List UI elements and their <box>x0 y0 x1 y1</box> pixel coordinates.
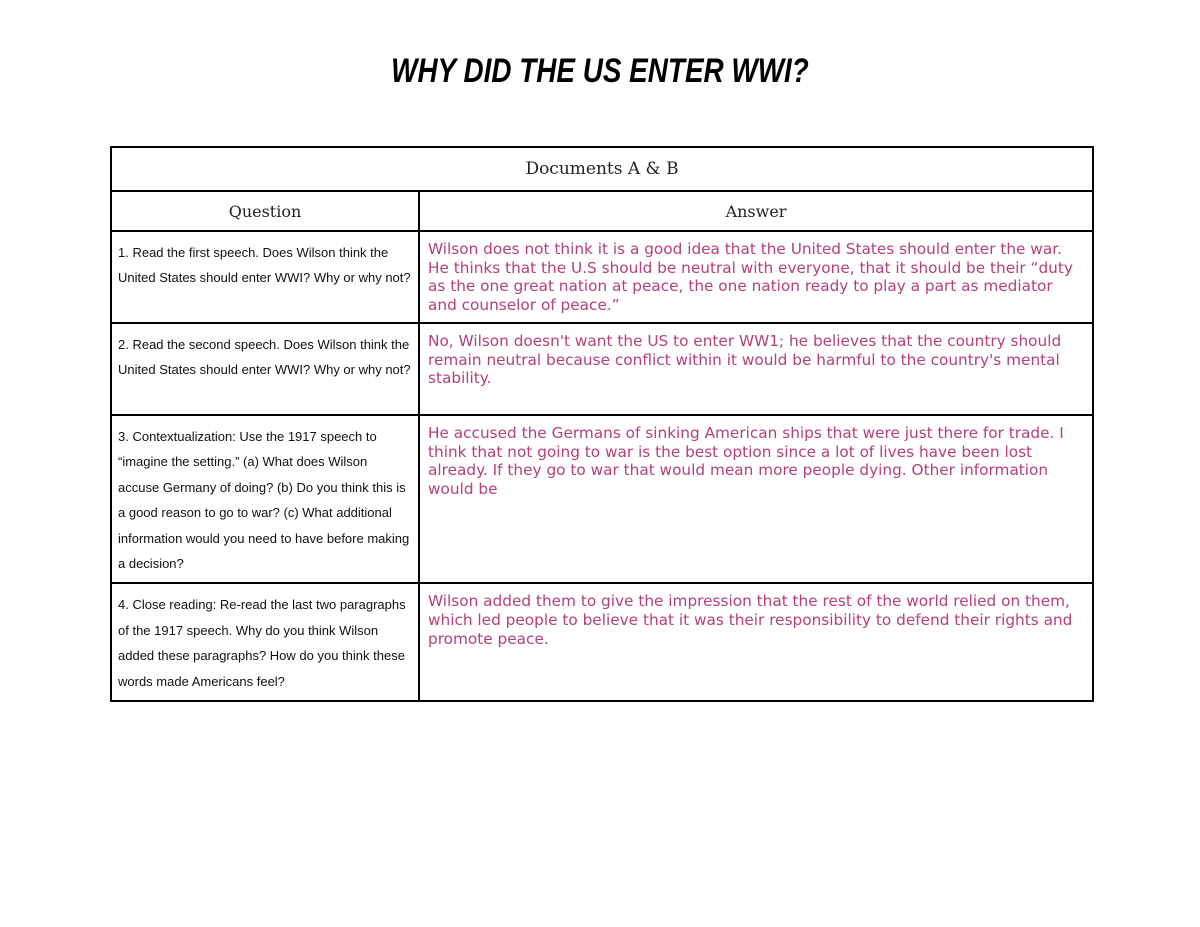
answer-cell[interactable]: No, Wilson doesn't want the US to enter WW1; he believes that the country should remain neutral because conflict within it would be harmful to the country's mental stability. <box>419 323 1093 415</box>
answer-cell[interactable]: Wilson does not think it is a good idea that the United States should enter the war. He thinks that the U.S should be neutral with everyone, that it should be their “duty as the one great nation at peace, the one nation ready to play a part as mediator and counselor of peace.” <box>419 231 1093 323</box>
question-cell: 1. Read the first speech. Does Wilson think the United States should enter WWI? Why or why not? <box>111 231 419 323</box>
page-title: WHY DID THE US ENTER WWI? <box>391 52 809 90</box>
answer-cell[interactable]: He accused the Germans of sinking American ships that were just there for trade. I think that not going to war is the best option since a lot of lives have been lost already. If they go to war that would mean more people dying. Other information would be <box>419 415 1093 583</box>
table-row <box>111 583 1093 701</box>
table-row <box>111 231 1093 323</box>
question-cell: 2. Read the second speech. Does Wilson think the United States should enter WWI? Why or why not? <box>111 323 419 415</box>
question-cell: 4. Close reading: Re-read the last two paragraphs of the 1917 speech. Why do you think Wilson added these paragraphs? How do you think these words made Americans feel? <box>111 583 419 701</box>
question-cell: 3. Contextualization: Use the 1917 speech to “imagine the setting.” (a) What does Wilson accuse Germany of doing? (b) Do you think this is a good reason to go to war? (c) What additional information would you need to have before making a decision? <box>111 415 419 583</box>
worksheet-table <box>110 146 1094 702</box>
table-header: Documents A & B <box>111 147 1093 191</box>
column-header-answer: Answer <box>419 191 1093 231</box>
answer-cell[interactable]: Wilson added them to give the impression that the rest of the world relied on them, which led people to believe that it was their responsibility to defend their rights and promote peace. <box>419 583 1093 701</box>
table-header-row <box>111 147 1093 191</box>
table-row <box>111 323 1093 415</box>
column-header-row <box>111 191 1093 231</box>
column-header-question: Question <box>111 191 419 231</box>
table-row <box>111 415 1093 583</box>
